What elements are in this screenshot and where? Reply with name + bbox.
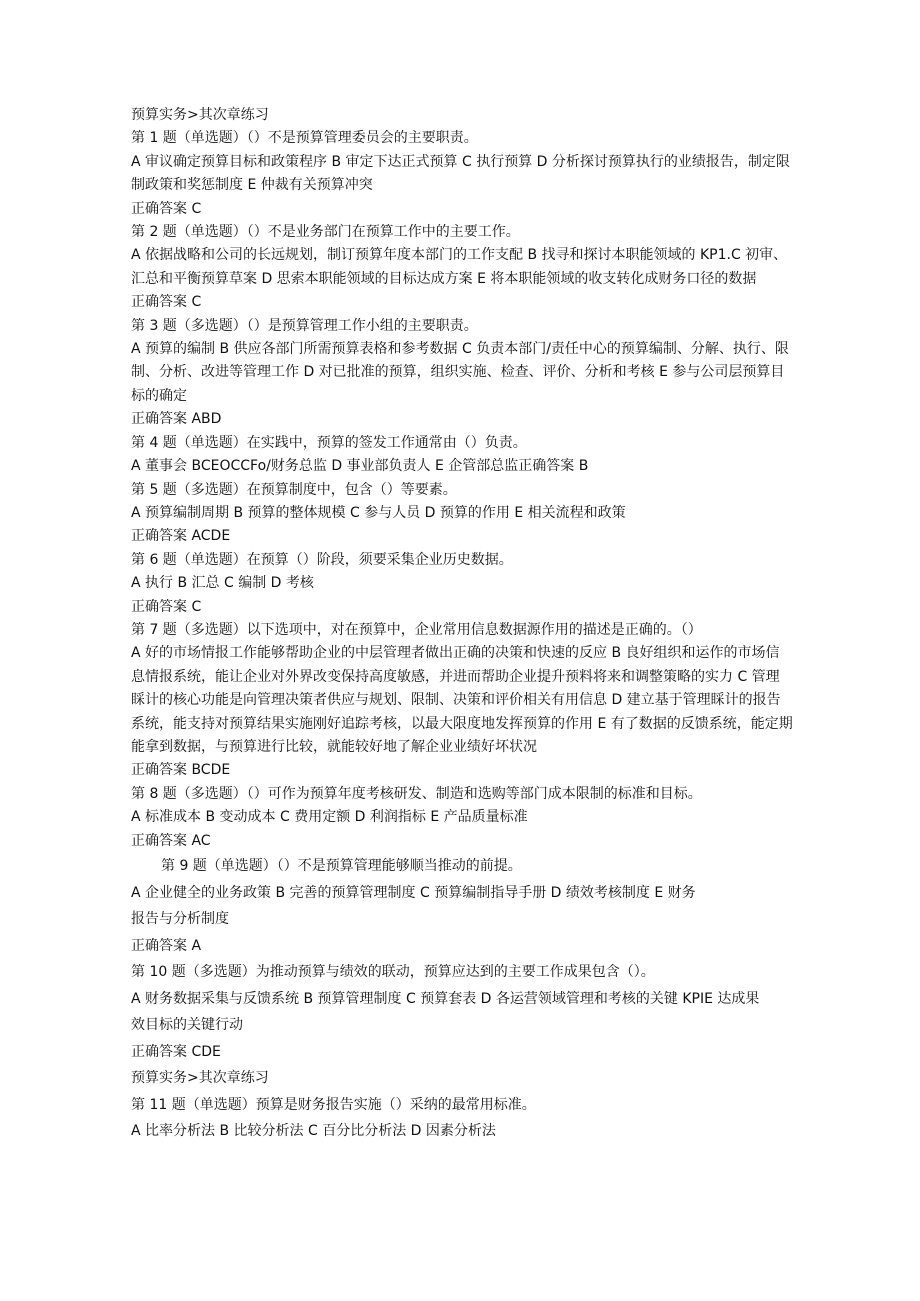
question-3-options: A 预算的编制 B 供应各部门所需预算表格和参考数据 C 负责本部门/责任中心的预算编制、分解、执行、限制、分析、改进等管理工作 D 对已批准的预算，组织实施、检查、评价、分析和考核 E 参与公司层预算目标的确定 xyxy=(131,341,789,404)
question-3-answer: 正确答案 ABD xyxy=(131,411,222,428)
question-9-options: A 企业健全的业务政策 B 完善的预算管理制度 C 预算编制指导手册 D 绩效考核制度 E 财务 xyxy=(131,884,696,901)
question-7: 第 7 题（多选题）以下选项中，对在预算中，企业常用信息数据源作用的描述是正确的。（） xyxy=(131,621,702,638)
question-4-options-and-answer: A 董事会 BCEOCCFo/财务总监 D 事业部负责人 E 企管部总监正确答案 B xyxy=(131,458,589,475)
question-5-answer: 正确答案 ACDE xyxy=(131,528,231,545)
question-3: 第 3 题（多选题）（）是预算管理工作小组的主要职责。 xyxy=(131,317,478,334)
document-body xyxy=(131,104,793,1145)
question-1-answer: 正确答案 C xyxy=(131,200,202,217)
question-4: 第 4 题（单选题）在实践中，预算的签发工作通常由（）负责。 xyxy=(131,434,527,451)
section-header: 预算实务>其次章练习 xyxy=(131,107,269,123)
question-11-options: A 比率分析法 B 比较分析法 C 百分比分析法 D 因素分析法 xyxy=(131,1123,496,1139)
question-10-options-continued: 效目标的关键行动 xyxy=(131,1017,243,1033)
question-5: 第 5 题（多选题）在预算制度中，包含（）等要素。 xyxy=(131,481,457,498)
question-6: 第 6 题（单选题）在预算（）阶段，须要采集企业历史数据。 xyxy=(131,551,513,568)
question-2: 第 2 题（单选题）（）不是业务部门在预算工作中的主要工作。 xyxy=(131,224,520,241)
question-1-options: A 审议确定预算目标和政策程序 B 审定下达正式预算 C 执行预算 D 分析探讨预算执行的业绩报告，制定限制政策和奖惩制度 E 仲裁有关预算冲突 xyxy=(131,153,790,194)
question-5-options: A 预算编制周期 B 预算的整体规模 C 参与人员 D 预算的作用 E 相关流程和政策 xyxy=(131,504,626,521)
section-header-repeat: 预算实务>其次章练习 xyxy=(131,1070,269,1086)
question-2-options: A 依据战略和公司的长远规划，制订预算年度本部门的工作支配 B 找寻和探讨本职能领域的 KP1.C 初审、汇总和平衡预算草案 D 思索本职能领域的目标达成方案 E 将本职能领域的收支转化成财务口径的数据 xyxy=(131,247,788,287)
question-9: 第 9 题（单选题）（）不是预算管理能够顺当推动的前提。 xyxy=(161,858,522,874)
question-7-options: A 好的市场情报工作能够帮助企业的中层管理者做出正确的决策和快速的反应 B 良好组织和运作的市场信息情报系统，能让企业对外界改变保持高度敏感，并进而帮助企业提升预料将来和调整策略的实力 C 管理睬计的核心功能是向管理决策者供应与规划、限制、决策和评价相关有用信息 D 建立基于管理睬计的报告系统，能支持对预算结果实施刚好追踪考核，以最大限度地发挥预算的作用 E 有了数据的反馈系统，能定期能拿到数据，与预算进行比较，就能较好地了解企业业绩好坏状况 xyxy=(131,645,793,755)
question-2-answer: 正确答案 C xyxy=(131,294,202,311)
question-8-answer: 正确答案 AC xyxy=(131,832,211,849)
question-1: 第 1 题（单选题）（）不是预算管理委员会的主要职责。 xyxy=(131,130,478,147)
question-8: 第 8 题（多选题）（）可作为预算年度考核研发、制造和选购等部门成本限制的标准和目标。 xyxy=(131,785,702,802)
question-6-answer: 正确答案 C xyxy=(131,598,202,615)
question-6-options: A 执行 B 汇总 C 编制 D 考核 xyxy=(131,575,314,592)
question-7-answer: 正确答案 BCDE xyxy=(131,762,231,779)
question-8-options: A 标准成本 B 变动成本 C 费用定额 D 利润指标 E 产品质量标准 xyxy=(131,809,528,826)
question-10-answer: 正确答案 CDE xyxy=(131,1043,221,1060)
question-10-options: A 财务数据采集与反馈系统 B 预算管理制度 C 预算套表 D 各运营领域管理和考核的关键 KPIE 达成果 xyxy=(131,990,760,1007)
question-9-options-continued: 报告与分析制度 xyxy=(131,911,229,927)
question-9-answer: 正确答案 A xyxy=(131,937,202,954)
question-10: 第 10 题（多选题）为推动预算与绩效的联动，预算应达到的主要工作成果包含（）。 xyxy=(131,964,655,980)
question-11: 第 11 题（单选题）预算是财务报告实施（）采纳的最常用标准。 xyxy=(131,1096,536,1113)
